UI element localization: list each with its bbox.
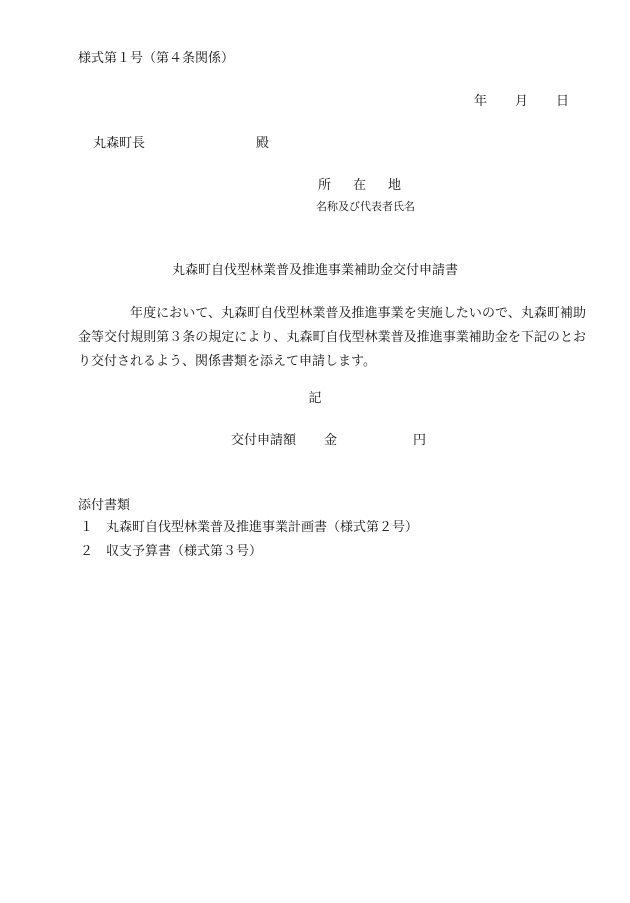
address-label-char: 地 (388, 178, 402, 193)
attachment-number: ２ (80, 544, 94, 559)
address-label-char: 在 (353, 178, 367, 193)
honorific: 殿 (256, 136, 270, 151)
amount-yen: 円 (413, 433, 427, 448)
date-year: 年 (474, 94, 488, 109)
date-line (474, 95, 569, 108)
ki-heading: 記 (308, 391, 322, 406)
addressee: 丸森町長 (93, 136, 146, 151)
address-label (318, 179, 401, 192)
date-month: 月 (515, 94, 529, 109)
attachment-text: 丸森町自伐型林業普及推進事業計画書（様式第２号） (106, 520, 419, 535)
attachment-text: 収支予算書（様式第３号） (106, 544, 263, 559)
date-day: 日 (556, 94, 570, 109)
representative-name-label: 名称及び代表者氏名 (316, 200, 415, 213)
attachments-title: 添付書類 (78, 498, 131, 513)
amount-kin: 金 (324, 433, 338, 448)
document-title: 丸森町自伐型林業普及推進事業補助金交付申請書 (171, 263, 458, 278)
amount-line (231, 434, 426, 447)
form-number: 様式第１号（第４条関係） (78, 51, 235, 66)
application-body-text: 年度において、丸森町自伐型林業普及推進事業を実施したいので、丸森町補助金等交付規則第３条の規定により、丸森町自伐型林業普及推進事業補助金を下記のとおり交付されるよう、関係書類を添えて申請します。 (78, 306, 586, 369)
amount-label: 交付申請額 (231, 433, 297, 448)
address-label-char: 所 (318, 178, 332, 193)
attachment-number: １ (80, 520, 94, 535)
attachment-item (80, 545, 262, 558)
attachment-item (80, 521, 418, 534)
application-body (78, 302, 586, 374)
